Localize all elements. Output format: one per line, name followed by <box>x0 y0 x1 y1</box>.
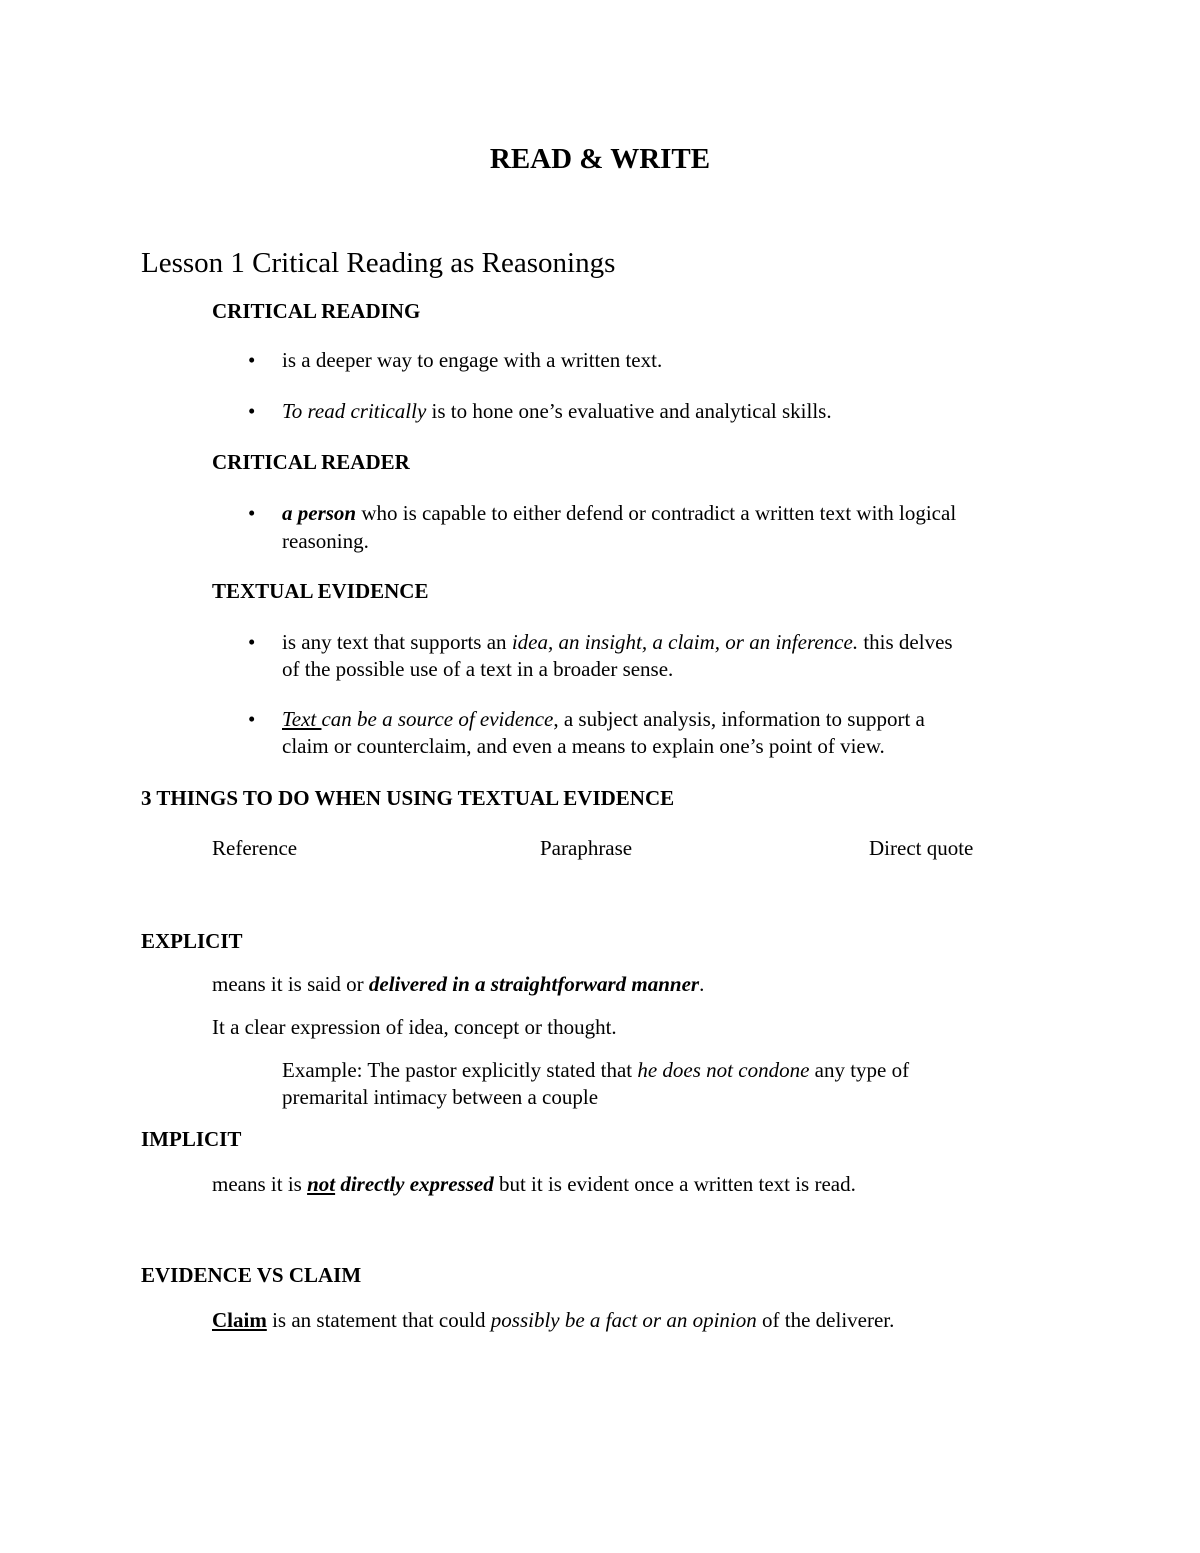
emphasis-text: directly expressed <box>335 1172 494 1196</box>
body-text: . <box>699 972 705 996</box>
heading-explicit: EXPLICIT <box>141 929 243 953</box>
emphasis-text: he does not condone <box>637 1058 810 1082</box>
bullet-text: this delves <box>858 630 953 654</box>
heading-evidence-vs-claim: EVIDENCE VS CLAIM <box>141 1263 362 1287</box>
explicit-example-cont: premarital intimacy between a couple <box>282 1085 599 1109</box>
heading-implicit: IMPLICIT <box>141 1127 242 1151</box>
claim-definition <box>212 1308 894 1333</box>
explicit-example <box>282 1058 909 1083</box>
three-things-item-direct-quote: Direct quote <box>869 836 974 860</box>
body-text: any type of <box>809 1058 910 1082</box>
lesson-title: Lesson 1 Critical Reading as Reasonings <box>141 247 616 279</box>
body-text: of the deliverer. <box>756 1308 895 1332</box>
critical-reader-bullet-1-cont: reasoning. <box>282 529 369 553</box>
document-title: READ & WRITE <box>489 143 711 175</box>
bullet-text: is to hone one’s evaluative and analytical skills. <box>426 399 832 423</box>
heading-three-things: 3 THINGS TO DO WHEN USING TEXTUAL EVIDENCE <box>141 786 675 810</box>
emphasis-text: Claim <box>212 1308 267 1332</box>
critical-reading-bullet-1: is a deeper way to engage with a written text. <box>282 348 663 372</box>
textual-evidence-bullet-1-cont: of the possible use of a text in a broader sense. <box>282 657 674 681</box>
implicit-definition <box>212 1172 856 1197</box>
emphasis-text: not <box>307 1172 336 1196</box>
explicit-definition <box>212 972 704 997</box>
emphasis-text: delivered in a straightforward manner <box>368 972 700 996</box>
emphasis-text: idea, an insight, a claim, or an inference. <box>511 630 859 654</box>
body-text: Example: The pastor explicitly stated that <box>282 1058 638 1082</box>
bullet-icon: • <box>248 399 256 423</box>
body-text: but it is evident once a written text is read. <box>493 1172 856 1196</box>
bullet-icon: • <box>248 707 256 731</box>
emphasis-text: can be a source of evidence <box>321 707 554 731</box>
bullet-text: , a subject analysis, information to support a <box>553 707 925 731</box>
bullet-text: is any text that supports an <box>282 630 512 654</box>
body-text: is an statement that could <box>266 1308 491 1332</box>
three-things-item-reference: Reference <box>212 836 298 860</box>
bullet-icon: • <box>248 630 256 654</box>
emphasis-text: Text <box>282 707 322 731</box>
explicit-description: It a clear expression of idea, concept or thought. <box>212 1015 617 1039</box>
emphasis-text: To read critically <box>282 399 427 423</box>
heading-critical-reader: CRITICAL READER <box>212 450 410 474</box>
bullet-text: who is capable to either defend or contradict a written text with logical <box>356 501 957 525</box>
emphasis-text: possibly be a fact or an opinion <box>490 1308 757 1332</box>
textual-evidence-bullet-1 <box>282 630 953 655</box>
critical-reader-bullet-1 <box>282 501 956 526</box>
heading-critical-reading: CRITICAL READING <box>212 299 421 323</box>
textual-evidence-bullet-2-cont: claim or counterclaim, and even a means to explain one’s point of view. <box>282 734 885 758</box>
textual-evidence-bullet-2 <box>282 707 925 732</box>
emphasis-text: a person <box>282 501 357 525</box>
three-things-item-paraphrase: Paraphrase <box>540 836 633 860</box>
body-text: means it is <box>212 1172 308 1196</box>
body-text: means it is said or <box>212 972 369 996</box>
bullet-icon: • <box>248 348 256 372</box>
heading-textual-evidence: TEXTUAL EVIDENCE <box>212 579 429 603</box>
critical-reading-bullet-2 <box>282 399 832 424</box>
bullet-icon: • <box>248 501 256 525</box>
